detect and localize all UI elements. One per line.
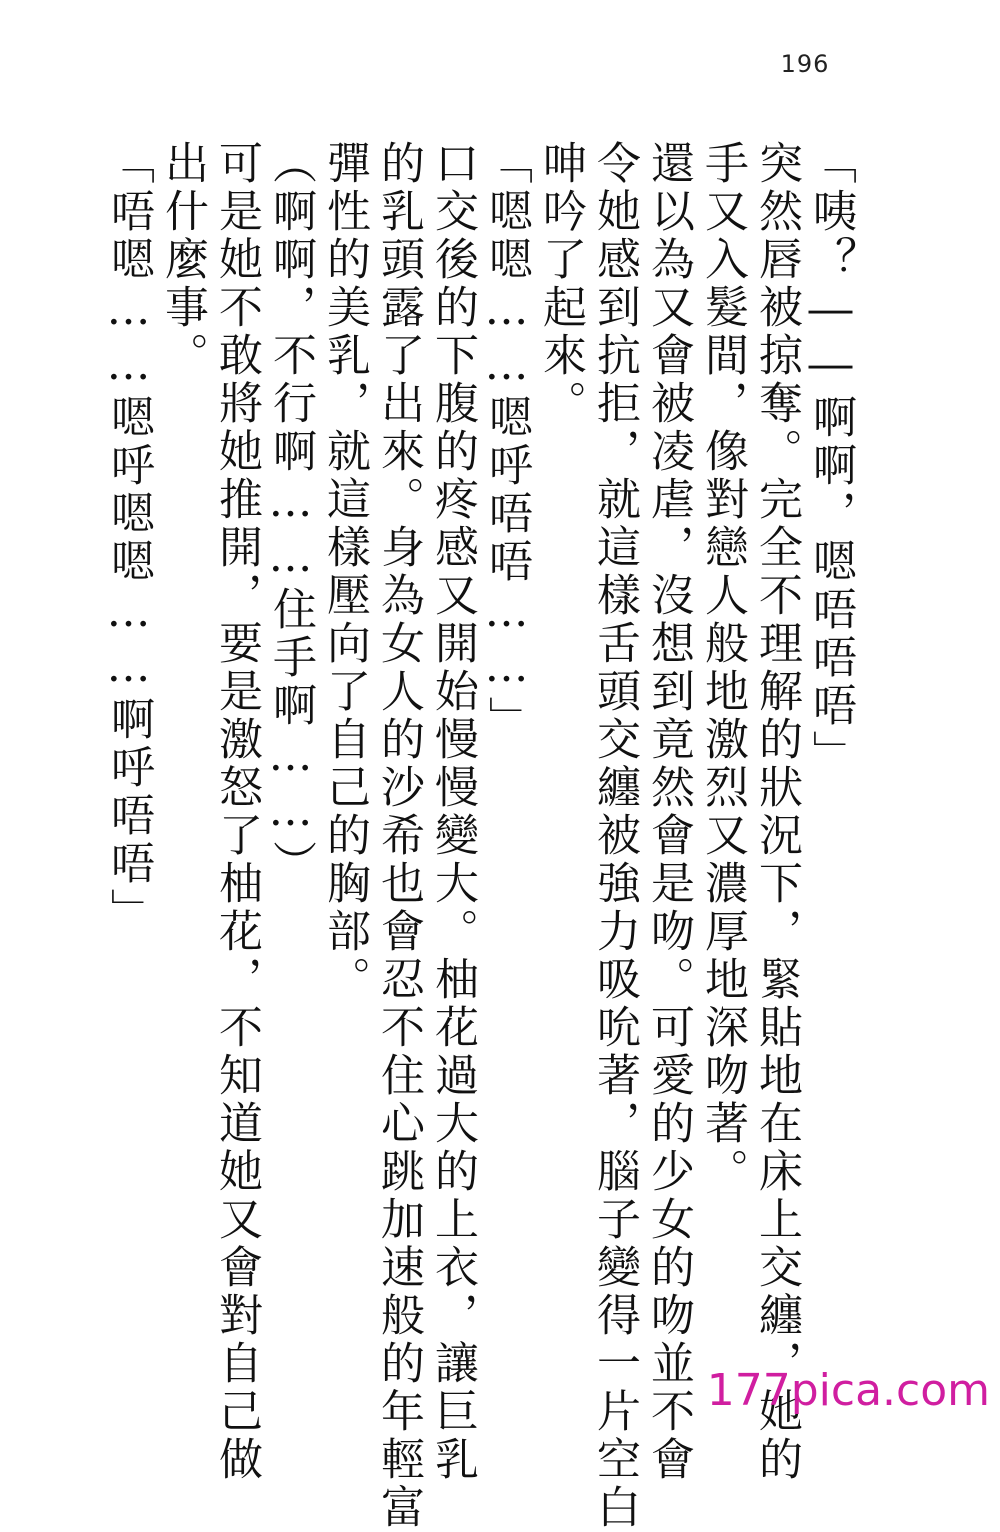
text-line: 口交後的下腹的疼感又開始慢慢變大。柚花過大的上衣，讓巨乳 — [427, 140, 478, 1484]
text-line: 「嗯嗯……嗯呼唔唔……」 — [481, 140, 532, 744]
site-watermark: 177pica.com — [706, 1365, 990, 1416]
text-line: 「咦？――啊啊，嗯唔唔唔」 — [805, 140, 856, 778]
text-line: 彈性的美乳，就這樣壓向了自己的胸部。 — [319, 140, 370, 1004]
text-line: 突然唇被掠奪。完全不理解的狀況下，緊貼地在床上交纏，她的 — [751, 140, 802, 1484]
text-line: 還以為又會被凌虐，沒想到竟然會是吻。可愛的少女的吻並不會 — [643, 140, 694, 1484]
page-number: 196 — [780, 50, 830, 78]
text-line: （啊啊，不行啊……住手啊……） — [265, 140, 316, 888]
text-line: 「唔嗯……嗯呼嗯嗯……啊呼唔唔」 — [103, 140, 154, 936]
text-line: 手又入髮間，像對戀人般地激烈又濃厚地深吻著。 — [697, 140, 748, 1196]
text-line: 令她感到抗拒，就這樣舌頭交纏被強力吸吮著，腦子變得一片空白 — [589, 140, 640, 1532]
text-line: 呻吟了起來。 — [535, 140, 586, 428]
text-line: 的乳頭露了出來。身為女人的沙希也會忍不住心跳加速般的年輕富 — [373, 140, 424, 1532]
text-line: 出什麼事。 — [157, 140, 208, 380]
text-line: 可是她不敢將她推開，要是激怒了柚花，不知道她又會對自己做 — [211, 140, 262, 1484]
